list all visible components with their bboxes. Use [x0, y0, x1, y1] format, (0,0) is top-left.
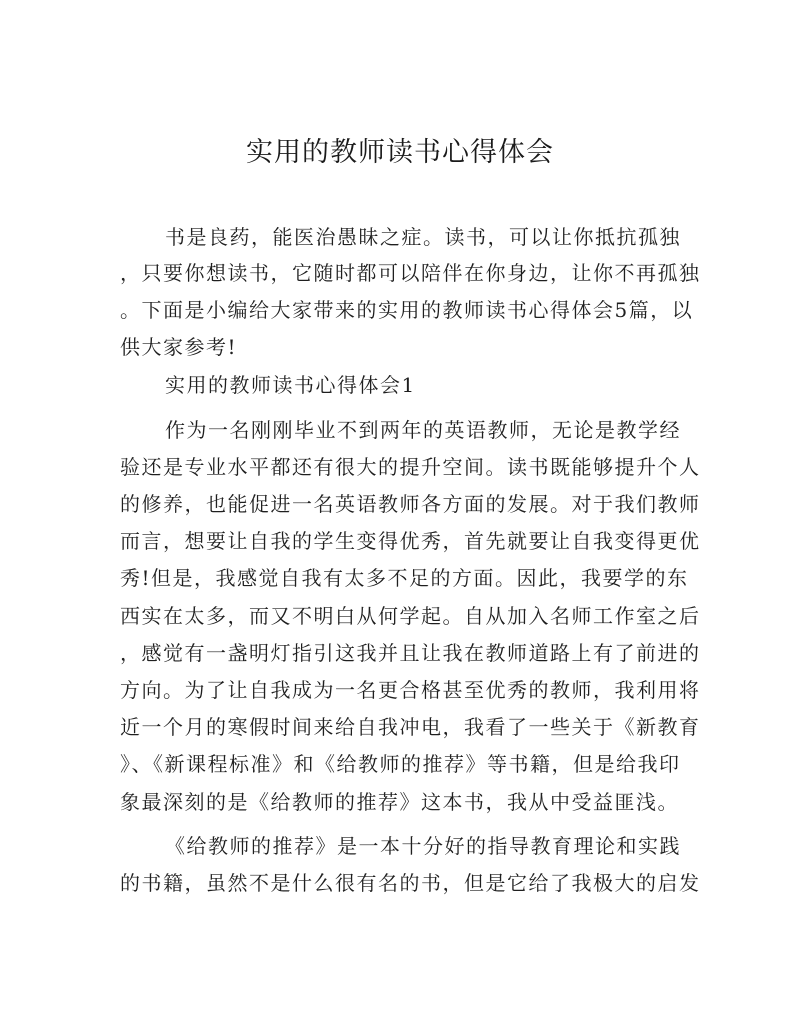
text-line: 象最深刻的是《给教师的推荐》这本书，我从中受益匪浅。 — [120, 790, 679, 814]
text-line: 而言，想要让自我的学生变得优秀，首先就要让自我变得更优 — [120, 529, 701, 553]
text-line: ，只要你想读书，它随时都可以陪伴在你身边，让你不再孤独 — [120, 261, 701, 285]
text-line: 方向。为了让自我成为一名更合格甚至优秀的教师，我利用将 — [120, 678, 701, 702]
text-line: 验还是专业水平都还有很大的提升空间。读书既能够提升个人 — [120, 455, 701, 479]
text-line: 》、《新课程标准》和《给教师的推荐》等书籍，但是给我印 — [120, 752, 681, 776]
text-line: 作为一名刚刚毕业不到两年的英语教师，无论是教学经 — [165, 418, 681, 442]
section-heading: 实用的教师读书心得体会1 — [165, 373, 416, 397]
text-line: 的修养，也能促进一名英语教师各方面的发展。对于我们教师 — [120, 492, 701, 516]
text-line: ，感觉有一盏明灯指引这我并且让我在教师道路上有了前进的 — [120, 641, 701, 665]
text-line: 的书籍，虽然不是什么很有名的书，但是它给了我极大的启发 — [120, 871, 701, 895]
text-line: 书是良药，能医治愚昧之症。读书，可以让你抵抗孤独 — [165, 225, 681, 249]
text-line: 《给教师的推荐》是一本十分好的指导教育理论和实践 — [165, 834, 681, 858]
text-line: 供大家参考! — [120, 335, 238, 359]
text-line: 近一个月的寒假时间来给自我冲电，我看了一些关于《新教育 — [120, 715, 701, 739]
text-line: 秀!但是，我感觉自我有太多不足的方面。因此，我要学的东 — [120, 566, 689, 590]
page-title: 实用的教师读书心得体会 — [246, 137, 554, 168]
text-line: 。下面是小编给大家带来的实用的教师读书心得体会5篇，以 — [120, 298, 694, 322]
text-line: 西实在太多，而又不明白从何学起。自从加入名师工作室之后 — [120, 604, 701, 628]
